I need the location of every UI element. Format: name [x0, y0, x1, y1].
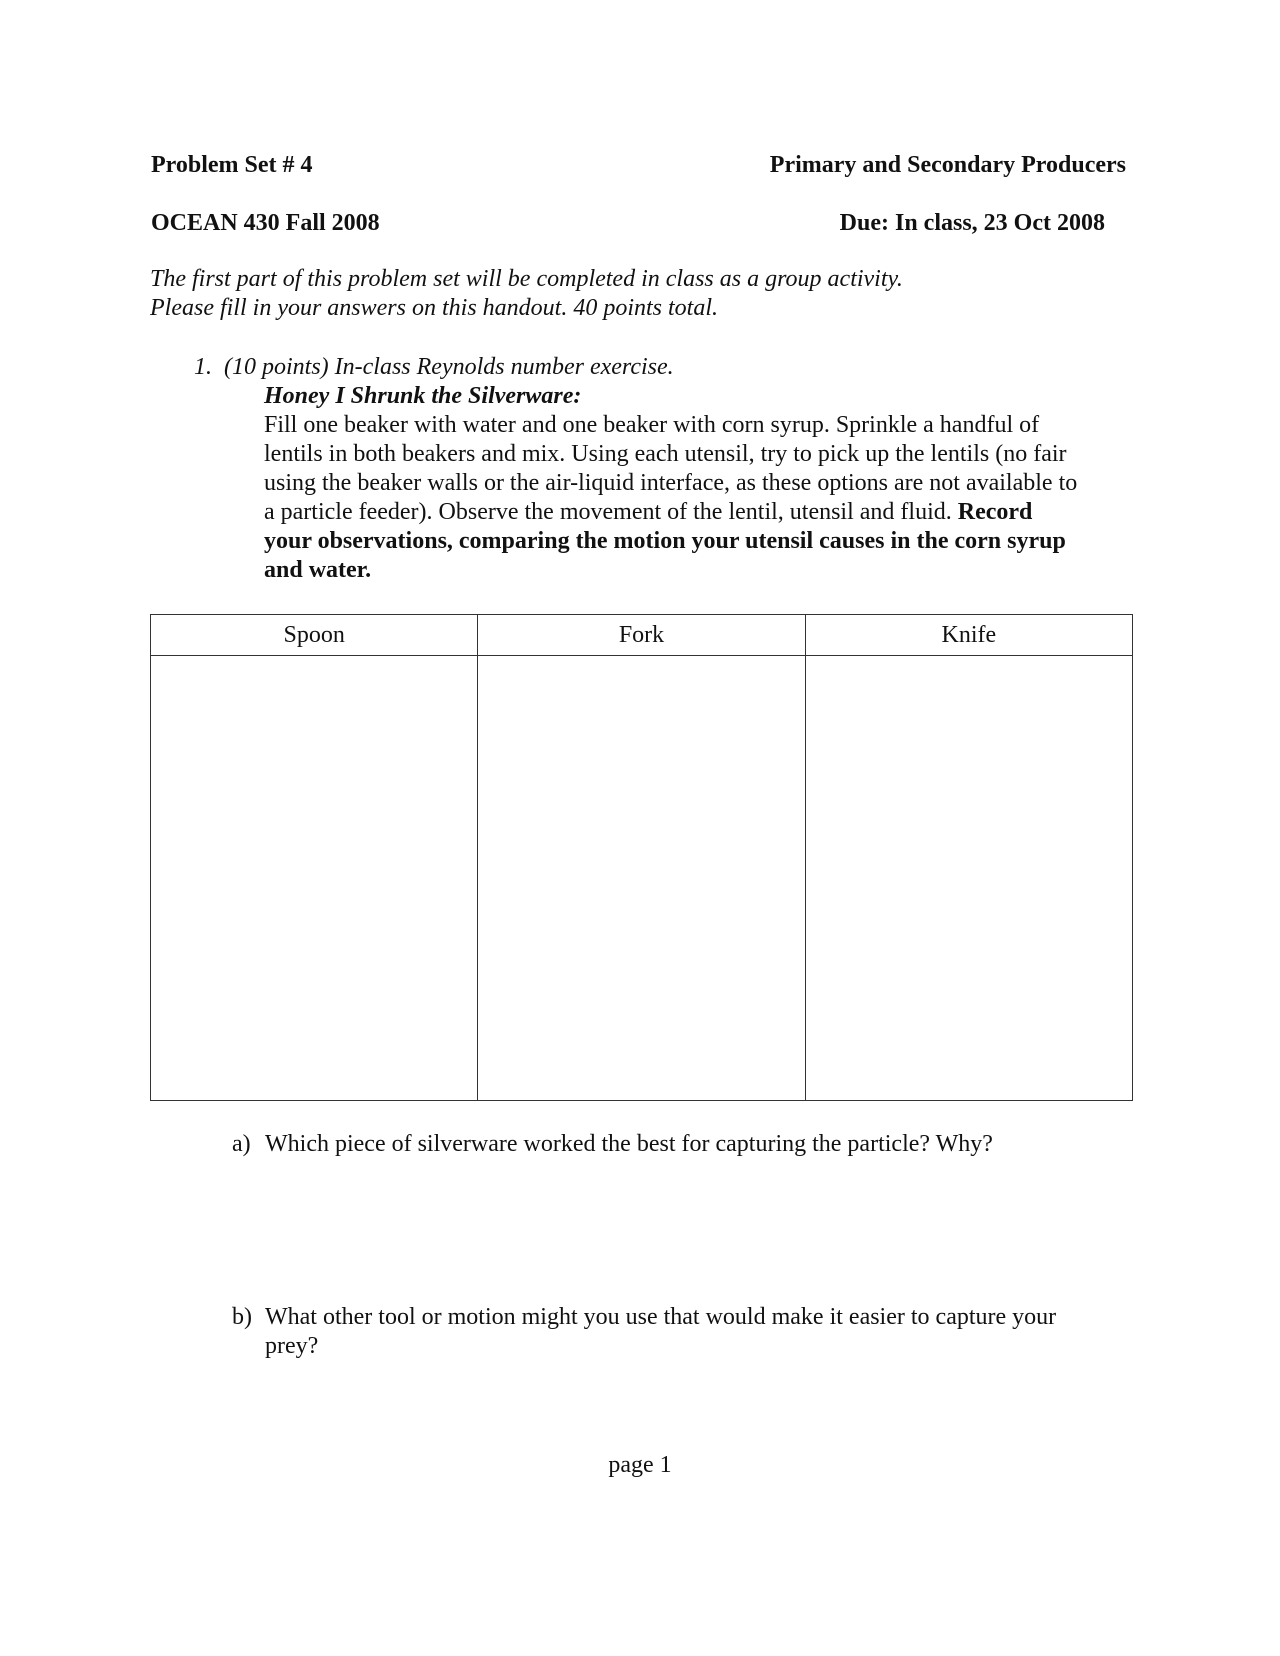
- subquestion-a-text: Which piece of silverware worked the best for capturing the particle? Why?: [265, 1131, 993, 1157]
- observation-table-header-row: [151, 615, 1133, 656]
- question-1-body: [264, 382, 1124, 585]
- question-1-prompt: [194, 353, 674, 382]
- fork-answer-cell[interactable]: [478, 656, 805, 1101]
- question-1-subtitle: Honey I Shrunk the Silverware:: [264, 383, 582, 409]
- question-1-line-2: lentils in both beakers and mix. Using each utensil, try to pick up the lentils (no fair: [264, 441, 1067, 467]
- course-title: OCEAN 430 Fall 2008: [151, 210, 380, 236]
- intro-line-1: The first part of this problem set will be completed in class as a group activity.: [150, 266, 903, 292]
- question-1-text: (10 points) In-class Reynolds number exercise.: [224, 354, 674, 380]
- question-1-number: 1.: [194, 354, 212, 380]
- column-header-spoon: Spoon: [151, 615, 478, 656]
- intro-line-2: Please fill in your answers on this handout. 40 points total.: [150, 295, 719, 321]
- question-1-line-4-plain: a particle feeder). Observe the movement of the lentil, utensil and fluid.: [264, 499, 958, 525]
- question-1-line-1: Fill one beaker with water and one beaker with corn syrup. Sprinkle a handful of: [264, 412, 1040, 438]
- topic-title: Primary and Secondary Producers: [769, 152, 1126, 178]
- page-number: page 1: [608, 1452, 672, 1478]
- observation-table-answer-row: [151, 656, 1133, 1101]
- subquestion-b-letter: b): [232, 1304, 252, 1330]
- question-1-line-4: [264, 498, 1124, 527]
- question-1-bold-line-1: your observations, comparing the motion your utensil causes in the corn syrup: [264, 528, 1066, 554]
- subquestion-b-text-line-1: What other tool or motion might you use that would make it easier to capture your: [265, 1304, 1057, 1330]
- due-date: Due: In class, 23 Oct 2008: [839, 210, 1105, 236]
- column-header-knife: Knife: [805, 615, 1132, 656]
- observation-table: [150, 614, 1133, 1101]
- question-1-line-3: using the beaker walls or the air-liquid interface, as these options are not available to: [264, 470, 1078, 496]
- problem-set-title: Problem Set # 4: [151, 152, 313, 178]
- knife-answer-cell[interactable]: [805, 656, 1132, 1101]
- subquestion-b-text-line-2: prey?: [265, 1333, 319, 1359]
- question-1-bold-line-2: and water.: [264, 557, 372, 583]
- column-header-fork: Fork: [478, 615, 805, 656]
- spoon-answer-cell[interactable]: [151, 656, 478, 1101]
- intro-text: [150, 265, 903, 323]
- question-1-line-4-bold: Record: [957, 499, 1033, 525]
- subquestion-a-letter: a): [232, 1131, 251, 1157]
